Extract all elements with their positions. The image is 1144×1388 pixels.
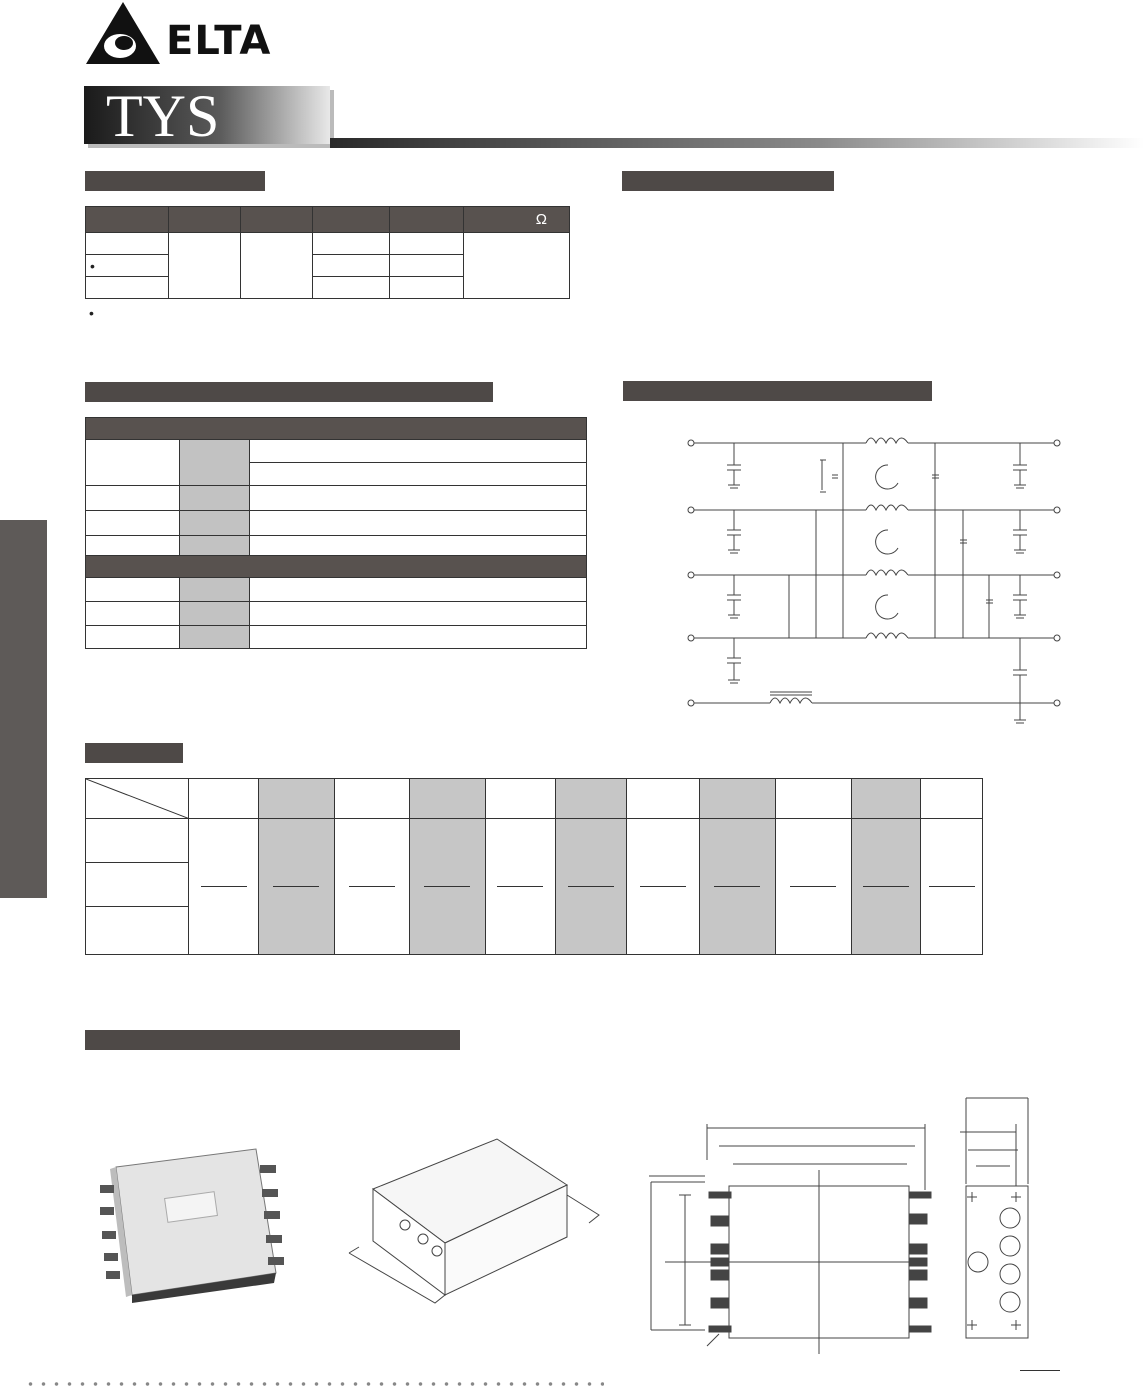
logo-wordmark: ELTA bbox=[166, 18, 272, 64]
product-photo-front bbox=[96, 1145, 296, 1305]
electrical-table bbox=[85, 417, 587, 649]
side-tab bbox=[0, 520, 47, 898]
section-bar-models bbox=[85, 743, 183, 763]
header-rule bbox=[330, 138, 1144, 148]
diagonal-header-cell bbox=[86, 779, 189, 819]
section-bar-electrical bbox=[85, 382, 493, 402]
dimension-drawing-side bbox=[940, 1088, 1040, 1348]
section-bar-dimensions bbox=[85, 1030, 460, 1050]
series-title-box bbox=[84, 83, 330, 149]
section-bar-specifications bbox=[85, 171, 265, 191]
series-title: TYS bbox=[106, 83, 220, 149]
row-bullet: • bbox=[90, 257, 95, 274]
circuit-schematic bbox=[680, 430, 1070, 730]
spec-table bbox=[85, 206, 570, 299]
delta-triangle-icon bbox=[86, 2, 160, 66]
footer-rule bbox=[1020, 1370, 1060, 1371]
ohm-symbol: Ω bbox=[535, 211, 547, 228]
models-table bbox=[85, 778, 983, 955]
schematic-terminals bbox=[688, 440, 1060, 706]
section-bar-schematic bbox=[623, 381, 932, 401]
product-photo-rear bbox=[345, 1135, 605, 1315]
footer-dot-row bbox=[24, 1381, 604, 1387]
delta-logo bbox=[86, 2, 296, 68]
note-bullet: • bbox=[89, 305, 94, 321]
dimension-drawing-front bbox=[645, 1120, 945, 1360]
section-bar-features bbox=[622, 171, 834, 191]
